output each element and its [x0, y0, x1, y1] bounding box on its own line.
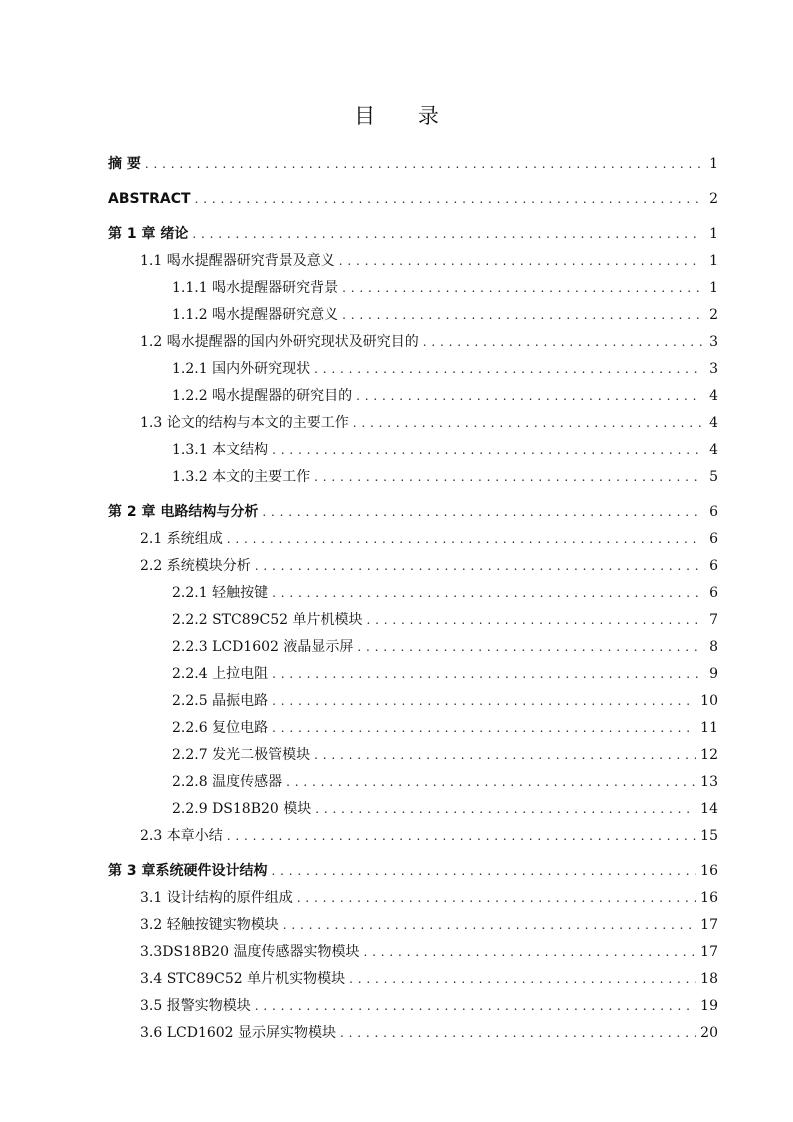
toc-entry-label: 第 3 章系统硬件设计结构 — [108, 863, 268, 879]
toc-entry[interactable] — [108, 853, 718, 880]
toc-entry-label: 1.1.1 喝水提醒器研究背景 — [172, 280, 339, 296]
toc-entry[interactable] — [108, 737, 718, 764]
dot-leader — [353, 414, 702, 432]
toc-title: 目 录 — [354, 104, 457, 128]
toc-entry-page-number: 17 — [700, 944, 718, 960]
toc-entry-label: 第 2 章 电路结构与分析 — [108, 504, 259, 520]
toc-entry-label: 2.3 本章小结 — [140, 828, 223, 844]
toc-entry-page-number: 1 — [709, 156, 718, 172]
toc-entry-label: 1.2.2 喝水提醒器的研究目的 — [172, 388, 353, 404]
dot-leader — [272, 862, 697, 880]
toc-entry-label: 2.2.1 轻触按键 — [172, 585, 269, 601]
dot-leader — [272, 719, 696, 737]
toc-entry-page-number: 20 — [700, 1025, 718, 1041]
dot-leader — [272, 441, 702, 459]
toc-entry-label: 3.6 LCD1602 显示屏实物模块 — [140, 1025, 337, 1041]
toc-entry-page-number: 15 — [700, 828, 718, 844]
dot-leader — [340, 1024, 696, 1042]
toc-entry[interactable] — [108, 324, 718, 351]
toc-entry-page-number: 1 — [709, 226, 718, 242]
toc-entry-page-number: 5 — [709, 469, 718, 485]
toc-entry-label: 摘 要 — [108, 156, 141, 172]
toc-entry[interactable] — [108, 656, 718, 683]
toc-entry[interactable] — [108, 880, 718, 907]
toc-entry[interactable] — [108, 146, 718, 173]
toc-entry-page-number: 2 — [709, 191, 718, 207]
toc-entry-label: 2.2.7 发光二极管模块 — [172, 747, 311, 763]
toc-entry-page-number: 7 — [709, 612, 718, 628]
dot-leader — [272, 584, 702, 602]
toc-entry[interactable] — [108, 521, 718, 548]
toc-entry-page-number: 11 — [700, 720, 718, 736]
toc-entry[interactable] — [108, 432, 718, 459]
toc-entry-page-number: 2 — [709, 307, 718, 323]
toc-entry-page-number: 3 — [709, 334, 718, 350]
toc-entry-label: 2.2.5 晶振电路 — [172, 693, 269, 709]
toc-entry-label: 第 1 章 绪论 — [108, 226, 189, 242]
toc-entry-label: 1.2.1 国内外研究现状 — [172, 361, 311, 377]
toc-entry-page-number: 6 — [709, 504, 718, 520]
dot-leader — [262, 503, 702, 521]
toc-entry[interactable] — [108, 961, 718, 988]
dot-leader — [286, 773, 696, 791]
dot-leader — [342, 306, 702, 324]
toc-entry-label: ABSTRACT — [108, 191, 191, 207]
toc-entry-page-number: 12 — [700, 747, 718, 763]
dot-leader — [297, 889, 696, 907]
toc-entry[interactable] — [108, 818, 718, 845]
dot-leader — [272, 692, 696, 710]
toc-entry[interactable] — [108, 629, 718, 656]
dot-leader — [367, 611, 702, 629]
toc-entry[interactable] — [108, 378, 718, 405]
toc-entry-label: 2.1 系统组成 — [140, 531, 223, 547]
toc-entry-label: 1.3 论文的结构与本文的主要工作 — [140, 415, 349, 431]
toc-entry-label: 2.2.3 LCD1602 液晶显示屏 — [172, 639, 354, 655]
toc-entry[interactable] — [108, 710, 718, 737]
toc-entry[interactable] — [108, 270, 718, 297]
toc-entry-page-number: 16 — [700, 863, 718, 879]
toc-entry-page-number: 1 — [709, 280, 718, 296]
toc-entry[interactable] — [108, 351, 718, 378]
dot-leader — [227, 530, 702, 548]
toc-entry-page-number: 4 — [709, 442, 718, 458]
toc-entry[interactable] — [108, 934, 718, 961]
toc-entry-label: 1.1.2 喝水提醒器研究意义 — [172, 307, 339, 323]
toc-entry[interactable] — [108, 181, 718, 208]
dot-leader — [255, 557, 702, 575]
toc-entry-page-number: 16 — [700, 890, 718, 906]
toc-entry-page-number: 19 — [700, 998, 718, 1014]
toc-entry-label: 3.2 轻触按键实物模块 — [140, 917, 279, 933]
table-of-contents — [108, 146, 718, 1042]
toc-entry-label: 2.2.2 STC89C52 单片机模块 — [172, 612, 363, 628]
toc-entry-label: 2.2.6 复位电路 — [172, 720, 269, 736]
dot-leader — [227, 827, 696, 845]
dot-leader — [283, 916, 696, 934]
toc-entry-page-number: 18 — [700, 971, 718, 987]
toc-entry[interactable] — [108, 683, 718, 710]
toc-entry-page-number: 6 — [709, 585, 718, 601]
toc-entry[interactable] — [108, 602, 718, 629]
toc-entry[interactable] — [108, 459, 718, 486]
toc-entry-label: 1.1 喝水提醒器研究背景及意义 — [140, 253, 335, 269]
toc-entry[interactable] — [108, 791, 718, 818]
dot-leader — [145, 155, 702, 173]
toc-entry[interactable] — [108, 405, 718, 432]
dot-leader — [423, 333, 702, 351]
toc-entry-page-number: 14 — [700, 801, 718, 817]
toc-entry[interactable] — [108, 575, 718, 602]
toc-entry-page-number: 17 — [700, 917, 718, 933]
toc-entry-label: 1.3.1 本文结构 — [172, 442, 269, 458]
dot-leader — [314, 746, 696, 764]
toc-entry-label: 2.2.4 上拉电阻 — [172, 666, 269, 682]
dot-leader — [195, 190, 702, 208]
dot-leader — [315, 800, 696, 818]
toc-entry-label: 1.2 喝水提醒器的国内外研究现状及研究目的 — [140, 334, 419, 350]
dot-leader — [255, 997, 696, 1015]
toc-entry-page-number: 4 — [709, 415, 718, 431]
toc-entry-label: 2.2 系统模块分析 — [140, 558, 251, 574]
toc-entry-label: 1.3.2 本文的主要工作 — [172, 469, 311, 485]
toc-entry-label: 2.2.9 DS18B20 模块 — [172, 801, 312, 817]
dot-leader — [357, 638, 702, 656]
dot-leader — [192, 225, 702, 243]
dot-leader — [339, 252, 702, 270]
toc-entry[interactable] — [108, 297, 718, 324]
dot-leader — [363, 943, 696, 961]
toc-entry[interactable] — [108, 216, 718, 243]
toc-entry-page-number: 1 — [709, 253, 718, 269]
toc-entry-label: 3.3DS18B20 温度传感器实物模块 — [140, 944, 360, 960]
toc-entry-page-number: 4 — [709, 388, 718, 404]
toc-entry-page-number: 13 — [700, 774, 718, 790]
toc-entry-page-number: 10 — [700, 693, 718, 709]
toc-entry-label: 3.5 报警实物模块 — [140, 998, 251, 1014]
toc-entry[interactable] — [108, 988, 718, 1015]
toc-entry-page-number: 6 — [709, 531, 718, 547]
dot-leader — [349, 970, 696, 988]
toc-entry[interactable] — [108, 548, 718, 575]
toc-entry-page-number: 8 — [709, 639, 718, 655]
toc-entry[interactable] — [108, 1015, 718, 1042]
toc-entry-label: 2.2.8 温度传感器 — [172, 774, 283, 790]
toc-entry-label: 3.1 设计结构的原件组成 — [140, 890, 293, 906]
toc-entry[interactable] — [108, 907, 718, 934]
toc-entry-label: 3.4 STC89C52 单片机实物模块 — [140, 971, 346, 987]
toc-entry[interactable] — [108, 764, 718, 791]
dot-leader — [314, 468, 702, 486]
toc-entry-page-number: 9 — [709, 666, 718, 682]
dot-leader — [342, 279, 702, 297]
toc-entry[interactable] — [108, 243, 718, 270]
toc-entry-page-number: 6 — [709, 558, 718, 574]
dot-leader — [356, 387, 702, 405]
toc-entry-page-number: 3 — [709, 361, 718, 377]
toc-entry[interactable] — [108, 494, 718, 521]
dot-leader — [272, 665, 702, 683]
dot-leader — [314, 360, 702, 378]
